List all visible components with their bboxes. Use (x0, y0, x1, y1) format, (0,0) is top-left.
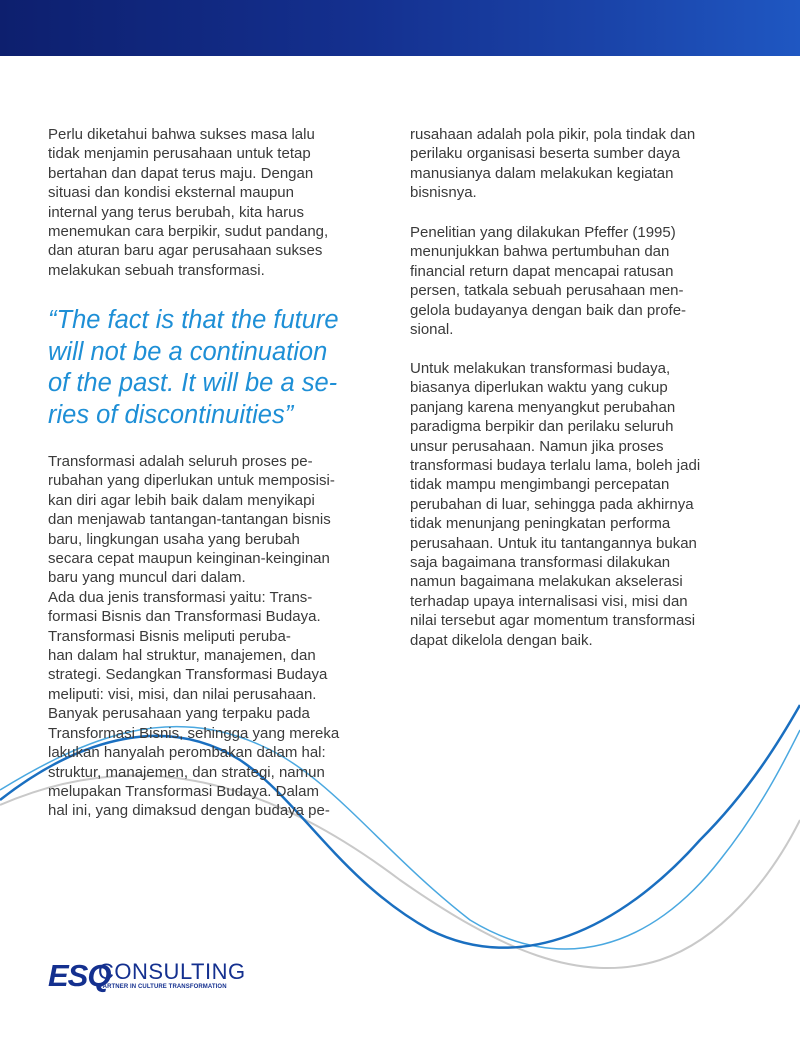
logo-mark: ESQ (48, 958, 111, 993)
top-banner (0, 0, 800, 56)
body-paragraph: Penelitian yang dilakukan Pfeffer (1995) menunjukkan bahwa pertumbuhan dan financial return dapat mencapai ratusan persen, tatkala sebuah perusahaan men- gelola budayanya dengan baik dan profe- sional. (410, 224, 687, 339)
company-logo (48, 960, 248, 994)
body-paragraph: Transformasi adalah seluruh proses pe- rubahan yang diperlukan untuk memposisi- kan diri agar lebih baik dalam menyikapi dan menjawab tantangan-tantangan bisnis baru, lingkungan usaha yang berubah secara cepat maupun keinginan-keinginan baru yang muncul dari dalam. Ada dua jenis transformasi yaitu: Trans- formasi Bisnis dan Transformasi Budaya. Transformasi Bisnis meliputi peruba- han dalam hal struktur, manajemen, dan strategi. Sedangkan Transformasi Budaya meliputi: visi, misi, dan nilai perusahaan. Banyak perusahaan yang terpaku pada Transformasi Bisnis, sehingga yang mereka lakukan hanyalah perombakan dalam hal: struktur, manajemen, dan strategi, namun melupakan Transformasi Budaya. Dalam hal ini, yang dimaksud dengan budaya pe- (48, 453, 340, 820)
logo-wordmark: CONSULTING (98, 959, 246, 984)
body-paragraph: Untuk melakukan transformasi budaya, biasanya diperlukan waktu yang cukup panjang karena menyangkut perubahan paradigma berpikir dan perilaku seluruh unsur perusahaan. Namun jika proses transformasi budaya terlalu lama, boleh jadi tidak mampu mengimbangi percepatan perubahan di luar, sehingga pada akhirnya tidak menunjang peningkatan performa perusahaan. Untuk itu tantangannya bukan saja bagaimana transformasi dilakukan namun bagaimana melakukan akselerasi terhadap upaya internalisasi visi, misi dan nilai tersebut agar momentum transformasi dapat dikelola dengan baik. (410, 360, 701, 649)
logo-tagline: PARTNER IN CULTURE TRANSFORMATION (99, 984, 227, 990)
pull-quote: “The fact is that the future will not be a continuation of the past. It will be a se- ries of discontinuities” (48, 306, 339, 429)
body-paragraph: Perlu diketahui bahwa sukses masa lalu tidak menjamin perusahaan untuk tetap bertahan dan dapat terus maju. Dengan situasi dan kondisi eksternal maupun internal yang terus berubah, kita harus menemukan cara berpikir, sudut pandang, dan aturan baru agar perusahaan sukses melakukan sebuah transformasi. (48, 126, 329, 279)
body-paragraph: rusahaan adalah pola pikir, pola tindak dan perilaku organisasi beserta sumber daya manusianya dalam melakukan kegiatan bisnisnya. (410, 126, 696, 202)
